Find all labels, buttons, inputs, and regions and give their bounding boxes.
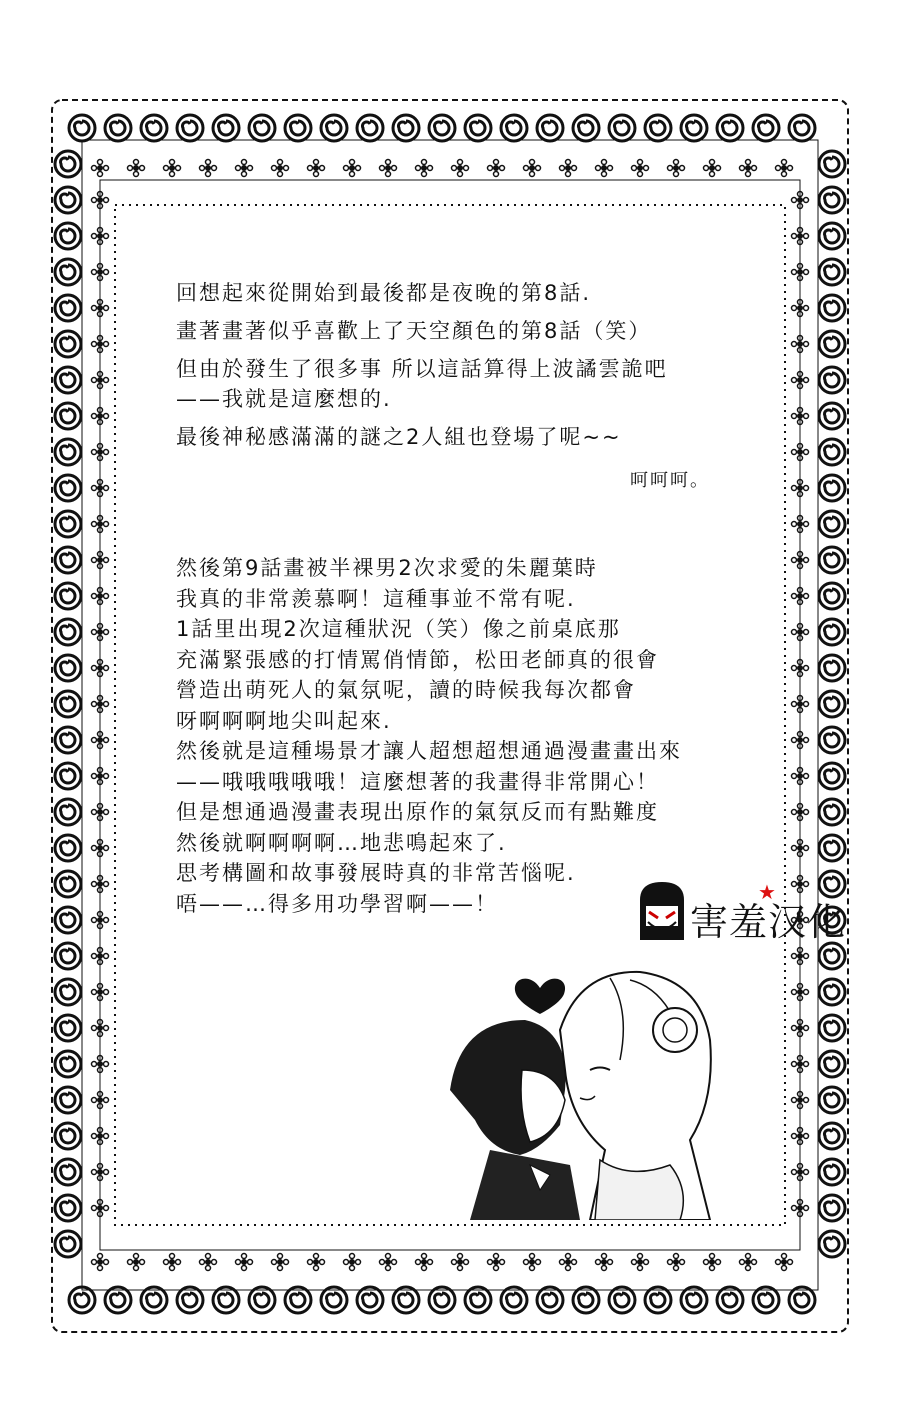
flower-ornament <box>308 160 325 177</box>
text-line: 充滿緊張感的打情罵俏情節，松田老師真的很會 <box>176 647 659 672</box>
text-line: 然後就啊啊啊啊…地悲鳴起來了. <box>176 830 507 855</box>
text-line: 但由於發生了很多事 所以這話算得上波譎雲詭吧 <box>176 357 668 381</box>
swirl-ornament <box>55 475 81 501</box>
flower-ornament <box>776 160 793 177</box>
swirl-ornament <box>819 259 845 285</box>
flower-ornament <box>200 1254 217 1271</box>
flower-ornament <box>704 160 721 177</box>
swirl-ornament <box>213 1287 239 1313</box>
swirl-ornament <box>573 1287 599 1313</box>
flower-ornament <box>272 160 289 177</box>
flower-ornament <box>776 1254 793 1271</box>
flower-ornament <box>524 1254 541 1271</box>
swirl-ornament <box>105 1287 131 1313</box>
swirl-ornament <box>55 727 81 753</box>
text-line: 呀啊啊啊地尖叫起來. <box>176 708 392 733</box>
swirl-ornament <box>819 223 845 249</box>
swirl-ornament <box>789 1287 815 1313</box>
swirl-ornament <box>55 1159 81 1185</box>
laugh-signoff: 呵呵呵。 <box>630 470 710 491</box>
flower-ornament <box>704 1254 721 1271</box>
swirl-ornament <box>69 1287 95 1313</box>
text-line: 最後神秘感滿滿的謎之2人組也登場了呢~~ <box>176 425 622 449</box>
text-line: 然後就是這種場景才讓人超想超想通過漫畫畫出來 <box>176 739 682 763</box>
text-line: 但是想通過漫畫表現出原作的氣氛反而有點難度 <box>176 800 659 824</box>
flower-ornament <box>380 160 397 177</box>
swirl-ornament <box>819 1195 845 1221</box>
swirl-ornament <box>55 871 81 897</box>
swirl-ornament <box>753 1287 779 1313</box>
swirl-ornament <box>819 763 845 789</box>
swirl-ornament <box>819 511 845 537</box>
swirl-ornament <box>681 1287 707 1313</box>
flower-ornament <box>416 1254 433 1271</box>
flower-ornament <box>416 160 433 177</box>
swirl-ornament <box>819 1231 845 1257</box>
swirl-ornament <box>819 403 845 429</box>
swirl-ornament <box>819 547 845 573</box>
text-line: 回想起來從開始到最後都是夜晚的第8話. <box>176 281 592 305</box>
swirl-ornament <box>55 403 81 429</box>
swirl-ornament <box>819 835 845 861</box>
swirl-ornament <box>819 799 845 825</box>
afterword-paragraph-2 <box>176 553 682 919</box>
swirl-ornament <box>819 187 845 213</box>
swirl-ornament <box>213 115 239 141</box>
swirl-ornament <box>819 1051 845 1077</box>
swirl-ornament <box>819 1015 845 1041</box>
swirl-ornament <box>393 1287 419 1313</box>
flower-ornament <box>344 160 361 177</box>
swirl-ornament <box>819 1087 845 1113</box>
swirl-ornament <box>819 583 845 609</box>
swirl-ornament <box>249 115 275 141</box>
swirl-ornament <box>141 1287 167 1313</box>
text-line: 然後第9話畫被半裸男2次求愛的朱麗葉時 <box>176 556 598 580</box>
swirl-ornament <box>819 655 845 681</box>
text-line: 營造出萌死人的氣氛呢，讀的時候我每次都會 <box>176 678 636 702</box>
swirl-ornament <box>537 115 563 141</box>
swirl-ornament <box>55 907 81 933</box>
swirl-ornament <box>429 115 455 141</box>
flower-ornament <box>308 1254 325 1271</box>
text-line: 我真的非常羨慕啊！這種事並不常有呢. <box>176 586 576 611</box>
swirl-ornament <box>69 115 95 141</box>
swirl-ornament <box>501 1287 527 1313</box>
swirl-ornament <box>55 1231 81 1257</box>
swirl-ornament <box>819 619 845 645</box>
flower-ornament <box>236 1254 253 1271</box>
swirl-ornament <box>55 1015 81 1041</box>
group-watermark: 害羞汉化 <box>690 900 847 944</box>
swirl-ornament <box>819 691 845 717</box>
swirl-ornament <box>573 115 599 141</box>
flower-ornament <box>740 160 757 177</box>
swirl-ornament <box>55 979 81 1005</box>
swirl-ornament <box>819 1159 845 1185</box>
swirl-ornament <box>55 763 81 789</box>
swirl-ornament <box>55 943 81 969</box>
swirl-ornament <box>501 115 527 141</box>
flower-ornament <box>488 160 505 177</box>
swirl-ornament <box>609 1287 635 1313</box>
flower-ornament <box>128 1254 145 1271</box>
swirl-ornament <box>819 367 845 393</box>
swirl-ornament <box>177 1287 203 1313</box>
flower-ornament <box>200 160 217 177</box>
swirl-ornament <box>55 331 81 357</box>
swirl-ornament <box>357 1287 383 1313</box>
swirl-ornament <box>681 115 707 141</box>
flower-ornament <box>272 1254 289 1271</box>
flower-ornament <box>92 1254 109 1271</box>
swirl-ornament <box>55 187 81 213</box>
swirl-ornament <box>141 115 167 141</box>
swirl-ornament <box>55 1051 81 1077</box>
swirl-ornament <box>55 439 81 465</box>
swirl-ornament <box>393 115 419 141</box>
swirl-ornament <box>55 1087 81 1113</box>
text-line: 唔——…得多用功學習啊——！ <box>176 891 498 916</box>
swirl-ornament <box>55 619 81 645</box>
swirl-ornament <box>55 367 81 393</box>
flower-ornament <box>236 160 253 177</box>
swirl-ornament <box>717 1287 743 1313</box>
swirl-ornament <box>55 151 81 177</box>
flower-ornament <box>452 1254 469 1271</box>
swirl-ornament <box>819 1123 845 1149</box>
flower-ornament <box>560 1254 577 1271</box>
swirl-ornament <box>645 115 671 141</box>
text-line: ——哦哦哦哦哦！這麼想著的我畫得非常開心！ <box>176 769 659 794</box>
flower-ornament <box>344 1254 361 1271</box>
text-line: 1話里出現2次這種狀況（笑）像之前桌底那 <box>176 617 621 641</box>
swirl-ornament <box>645 1287 671 1313</box>
swirl-ornament <box>105 115 131 141</box>
swirl-ornament <box>357 115 383 141</box>
swirl-ornament <box>285 1287 311 1313</box>
flower-ornament <box>380 1254 397 1271</box>
swirl-ornament <box>177 115 203 141</box>
swirl-ornament <box>55 223 81 249</box>
flower-ornament <box>668 160 685 177</box>
swirl-ornament <box>55 835 81 861</box>
swirl-ornament <box>249 1287 275 1313</box>
flower-ornament <box>452 160 469 177</box>
swirl-ornament <box>819 979 845 1005</box>
flower-ornament <box>668 1254 685 1271</box>
swirl-ornament <box>55 1123 81 1149</box>
swirl-ornament <box>55 259 81 285</box>
flower-ornament <box>128 160 145 177</box>
flower-ornament <box>488 1254 505 1271</box>
swirl-ornament <box>55 799 81 825</box>
couple-illustration <box>430 950 750 1220</box>
afterword-paragraph-1 <box>176 278 668 460</box>
swirl-ornament <box>55 655 81 681</box>
swirl-ornament <box>429 1287 455 1313</box>
swirl-ornament <box>55 691 81 717</box>
swirl-ornament <box>819 439 845 465</box>
text-line: 畫著畫著似乎喜歡上了天空顏色的第8話（笑） <box>176 319 652 343</box>
flower-ornament <box>632 160 649 177</box>
swirl-ornament <box>321 115 347 141</box>
swirl-ornament <box>55 547 81 573</box>
flower-ornament <box>524 160 541 177</box>
swirl-ornament <box>789 115 815 141</box>
flower-ornament <box>632 1254 649 1271</box>
swirl-ornament <box>285 115 311 141</box>
red-star-icon: ★ <box>758 880 776 904</box>
swirl-ornament <box>717 115 743 141</box>
swirl-ornament <box>537 1287 563 1313</box>
flower-ornament <box>596 160 613 177</box>
text-line: ——我就是這麼想的. <box>176 387 392 411</box>
swirl-ornament <box>55 583 81 609</box>
swirl-ornament <box>55 1195 81 1221</box>
swirl-ornament <box>819 151 845 177</box>
swirl-ornament <box>321 1287 347 1313</box>
swirl-ornament <box>465 115 491 141</box>
swirl-ornament <box>55 295 81 321</box>
swirl-ornament <box>609 115 635 141</box>
flower-ornament <box>596 1254 613 1271</box>
flower-ornament <box>560 160 577 177</box>
swirl-ornament <box>55 511 81 537</box>
swirl-ornament <box>819 331 845 357</box>
flower-ornament <box>164 1254 181 1271</box>
swirl-ornament <box>819 295 845 321</box>
swirl-ornament <box>465 1287 491 1313</box>
swirl-ornament <box>753 115 779 141</box>
swirl-ornament <box>819 727 845 753</box>
heart-icon <box>515 979 565 1014</box>
flower-ornament <box>740 1254 757 1271</box>
flower-ornament <box>92 160 109 177</box>
swirl-ornament <box>819 475 845 501</box>
text-line: 思考構圖和故事發展時真的非常苦惱呢. <box>176 861 576 885</box>
flower-ornament <box>164 160 181 177</box>
